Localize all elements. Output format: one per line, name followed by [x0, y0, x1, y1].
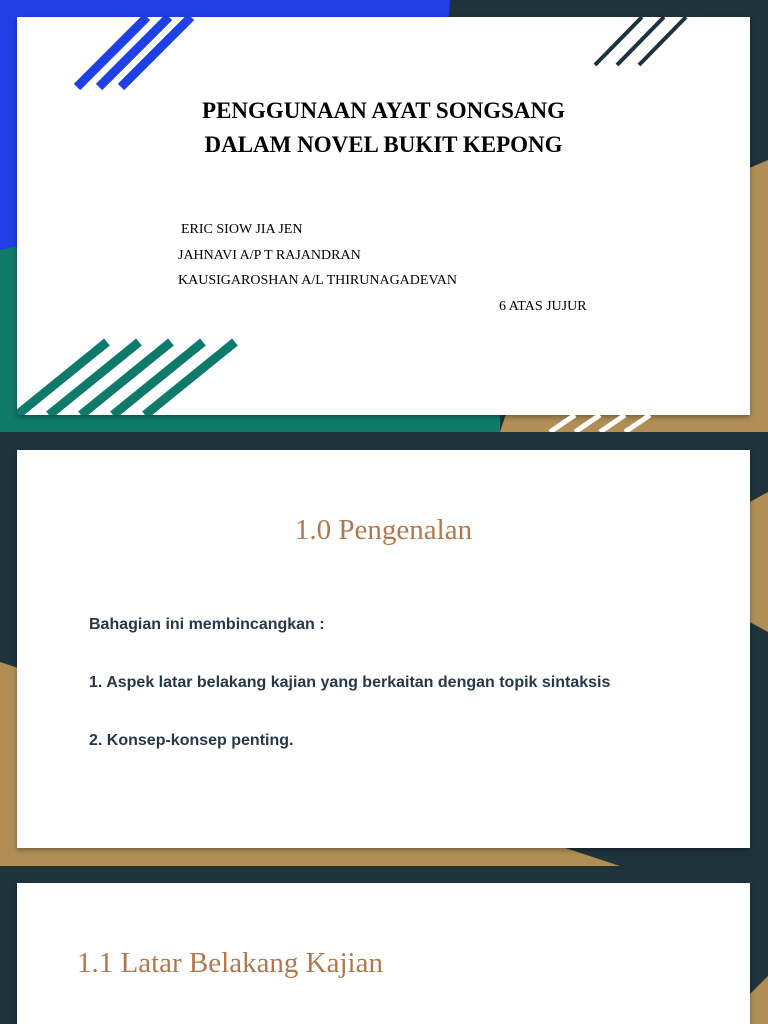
author-1: ERIC SIOW JIA JEN [181, 222, 303, 237]
presentation-title-line2: DALAM NOVEL BUKIT KEPONG [204, 132, 563, 157]
intro-line-3: 2. Konsep-konsep penting. [89, 732, 294, 749]
slide-title [0, 0, 768, 432]
slide-introduction [0, 432, 768, 866]
presentation-title-line1: PENGGUNAAN AYAT SONGSANG [202, 98, 565, 123]
slide-background-study [0, 866, 768, 1024]
author-3: KAUSIGAROSHAN A/L THIRUNAGADEVAN [178, 273, 457, 288]
section-heading-latar-belakang: 1.1 Latar Belakang Kajian [77, 947, 383, 979]
intro-line-1: Bahagian ini membincangkan : [89, 616, 325, 633]
card-stripes [17, 17, 750, 415]
background-study-card [17, 883, 750, 1024]
intro-line-2: 1. Aspek latar belakang kajian yang berkaitan dengan topik sintaksis [89, 674, 611, 691]
class-name: 6 ATAS JUJUR [499, 299, 587, 314]
title-card [17, 17, 750, 415]
author-2: JAHNAVI A/P T RAJANDRAN [178, 248, 361, 263]
section-heading-pengenalan: 1.0 Pengenalan [294, 514, 473, 546]
introduction-card [17, 450, 750, 848]
